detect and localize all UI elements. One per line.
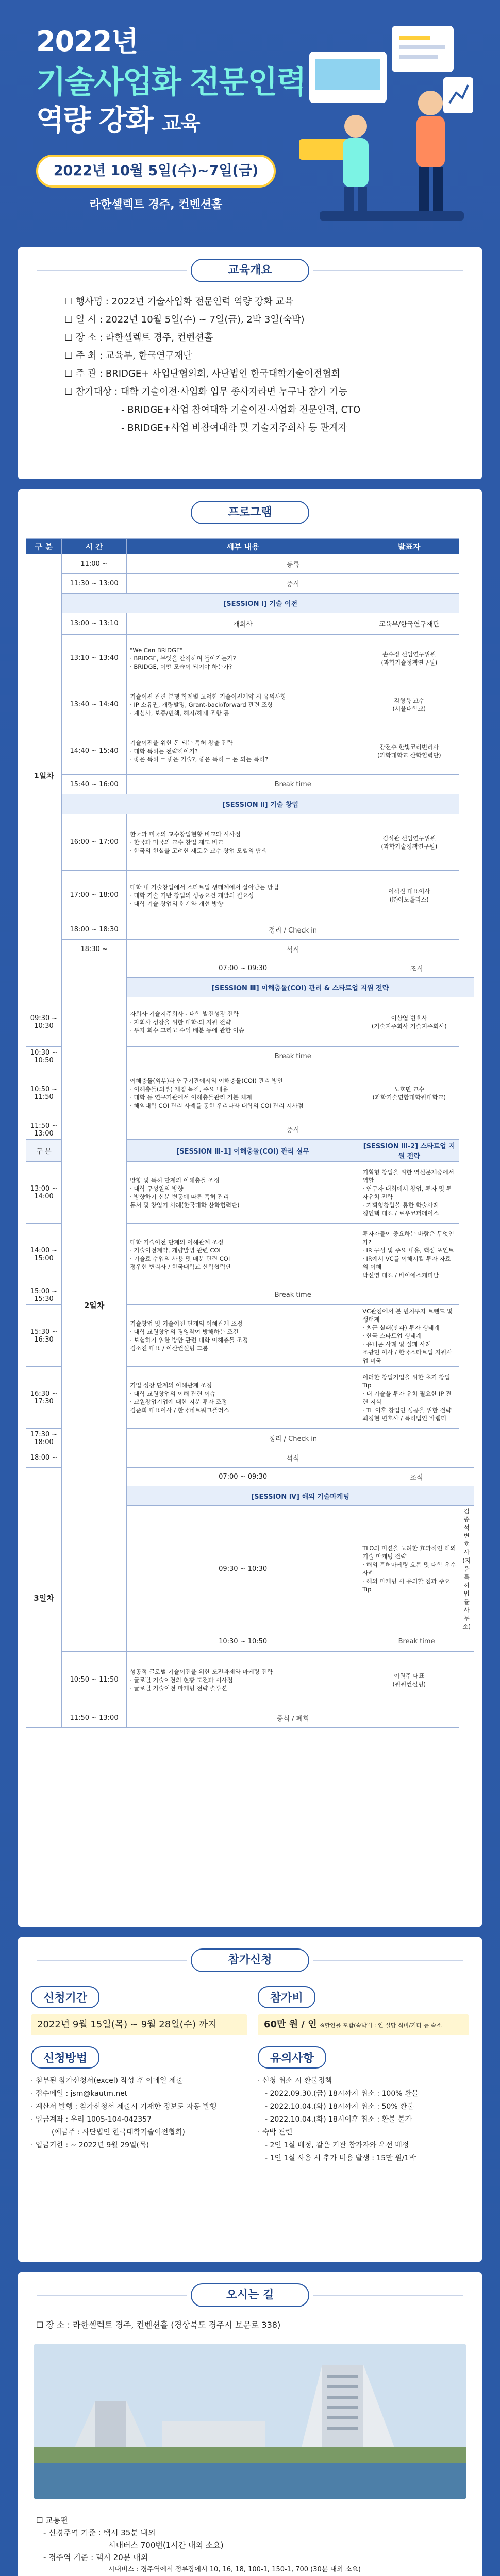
col-header: 세부 내용 <box>127 539 359 554</box>
header-title-1: 기술사업화 전문인력 <box>36 64 306 100</box>
notes-label: 유의사항 <box>258 2046 326 2069</box>
overview-row: ☐ 주 최 : 교육부, 한국연구재단 <box>64 350 192 361</box>
day-label: 2일차 <box>62 959 127 1652</box>
session-row: [SESSION Ⅱ] 기술 창업 <box>62 794 459 814</box>
session-row: [SESSION Ⅳ] 해외 기술마케팅 <box>127 1486 474 1506</box>
col-header: 발표자 <box>359 539 459 554</box>
overview-row: ☐ 참가대상 : 대학 기술이전·사업화 업무 종사자라면 누구나 참가 가능 <box>64 386 347 397</box>
program-title: 프로그램 <box>191 501 309 524</box>
location-title: 오시는 길 <box>191 2283 309 2307</box>
overview-row: ☐ 주 관 : BRIDGE+ 사업단협의회, 사단법인 한국대학기술이전협회 <box>64 368 340 379</box>
overview-row: ☐ 장 소 : 라한셀렉트 경주, 컨벤션홀 <box>64 332 213 343</box>
date-badge: 2022년 10월 5일(수)~7일(금) <box>36 155 276 188</box>
method-label: 신청방법 <box>31 2046 99 2069</box>
method-list: · 첨부된 참가신청서(excel) 작성 후 이메일 제출 · 접수메일 : jsm@kautm.net · 계산서 발행 : 참가신청서 제출시 기재한 정보로 자동 발행 · 입금계좌 : 우리 1005-104-042357 (예금주 : 사단법인 한국대학기술이전협회) · 입금기한 : ~ 2022년 9월 29일(목) <box>31 2077 217 2149</box>
period-value: 2022년 9월 15일(목) ~ 9월 28일(수) 까지 <box>31 2014 247 2035</box>
header-year: 2022년 <box>36 25 138 58</box>
people-illustration <box>289 15 485 232</box>
registration-title: 참가신청 <box>191 1948 309 1972</box>
overview-sub: - BRIDGE+사업 비참여대학 및 기술지주회사 등 관계자 <box>121 422 347 433</box>
day-label: 3일차 <box>26 1468 62 1728</box>
registration-card <box>18 1937 482 2262</box>
fee-value: 60만 원 / 인 ※할인률 포함(숙박비 : 인 실당 식비/기타 등 숙소 <box>258 2014 469 2035</box>
col-header: 시 간 <box>62 539 127 554</box>
notes-list: · 신청 취소 시 환불정책 - 2022.09.30.(금) 18시까지 취소 : 100% 환불 - 2022.10.04.(화) 18시까지 취소 : 50% 환불 - 2022.10.04.(화) 18시이후 취소 : 환불 불가 · 숙박 관련 - 2인 1실 배정, 같은 기관 참가자와 우선 배정 - 1인 1실 사용 시 추가 비용 발생 : 15만 원/1박 <box>258 2077 419 2162</box>
session-row: [SESSION Ⅲ] 이해충돌(COI) 관리 & 스타트업 지원 전략 <box>127 978 474 997</box>
transport-text: ☐ 교통편 - 신경주역 기준 : 택시 35분 내외 시내버스 700번(1시간 내외 소요) - 경주역 기준 : 택시 20분 내외 시내버스 : 경주역에서 정류장에서 10, 16, 18, 100-1, 150-1, 700 (30분 내외 소요) <box>36 2516 361 2573</box>
overview-sub: - BRIDGE+사업 참여대학 기술이전·사업화 전문인력, CTO <box>121 404 361 415</box>
venue-text: 라한셀렉트 경주, 컨벤션홀 <box>89 198 223 211</box>
location-card <box>18 2272 482 2576</box>
overview-row: ☐ 행사명 : 2022년 기술사업화 전문인력 역량 강화 교육 <box>64 296 294 307</box>
header-title-2: 역량 강화 교육 <box>36 104 199 138</box>
time-cell: 11:30 ~ 13:00 <box>62 574 127 594</box>
schedule-table: 구 분 시 간 세부 내용 발표자 1일차 11:00 ~ 등록 11:30 ~ 13:00 중식 [SESSION Ⅰ] 기술 이전 13:00 ~ 13:10 개회사 교육부/한국연구재단 13:10 ~ 13:40 "We Can BRIDGE" · BRIDGE, 무엇을 간직하며 돌아가는가? · BRIDGE, 어떤 모습이 되어야 하는가? 손수정 선임연구위원 (과학기술정책연구원) 13:40 ~ 14:40 기술이전 관련 분쟁 학제별 고려한 기술이전계약 시 유의사항 · IP 소유권, 개량발명, Grant-back/forward 관련 조항 · 재심사, 보증/면책, 해지/해제 조항 등 김형욱 교수 (서울대학교) 14:40 ~ 15:40 기술이전을 위한 돈 되는 특허 창출 전략 · 대학 특허는 전략적이기? · 좋은 특허 = 좋은 기술?, 좋은 특허 = 돈 되는 특허? 강전수 한빛코리변리사 (과학대학교 산학협력단) 15:40 ~ 16:00 Break time [SESSION Ⅱ] 기술 창업 16:00 ~ 17:00 한국과 미국의 교수창업현황 비교와 시사점 · 한국과 미국의 교수 창업 제도 비교 · 한국의 현실을 고려한 새로운 교수 창업 모델의 탐색 김석관 선임연구위원 (과학기술정책연구원) 17:00 ~ 18:00 대학 내 기술창업에서 스타트업 생태계에서 살아남는 방법 · 대학 기술 기반 창업의 성공요건 개발의 필요성 · 대학 기술 창업의 한계와 개선 방향 이석진 대표이사 (㈜이노폴리스) 18:00 ~ 18:30 정리 / Check in 18:30 ~ 석식 2일차 07:00 ~ 09:30 조식 [SESSION Ⅲ] 이해충돌(COI) 관리 & 스타트업 지원 전략 09:30 ~ 10:30 자회사·기술지주회사 - 대학 발전성장 전략 · 자회사 성장을 위한 대학·외 지원 전략 · 투자 회수 그리고 수익 배분 등에 관한 이슈 이상엽 변호사 (기술지주회사 기술지주회사) 10:30 ~ 10:50 Break time 10:50 ~ 11:50 이해충돌(외부)과 연구기관에서의 이해충돌(COI) 관리 방안 · 이해충돌(외부) 제정 목적, 주요 내용 · 대학 등 연구기관에서 이해충돌관리 기본 체계 · 해외대학 COI 관리 사례를 통한 우리나라 대학의 COI 관리 시사점 노호민 교수 (과학기술연합대학원대학교) 11:50 ~ 13:00 중식 구 분 [SESSION Ⅲ-1] 이해충돌(COI) 관리 실무 [SESSION Ⅲ-2] 스타트업 지원 전략 13:00 ~ 14:00 방향 및 특허 단계의 이해충돌 조정 · 대학 구성원의 방향 · 방향하기 신분 변동에 따른 특허 관리 동서 및 창업기 사례(한국대학 산학협력단) 기획형 창업을 위한 역설문제중에서 역할 · 연구자 대회에서 창업, 투자 및 투자유치 전략 · 기획형창업을 통한 학술사례 정인택 대표 / 로우코퍼레이스 14:00 ~ 15:00 대학 기술이전 단계의 이해관계 조정 · 기술이전계약, 개량발명 관련 COI · 기술료 수입의 사용 및 배분 관련 COI 정우현 변리사 / 한국대학교 산학협력단 투자자들이 중요하는 바람은 무엇인가? · IR 구성 및 주요 내용, 핵심 포인트 · IR에서 VC를 이해시킬 투자 자료의 이해 박선영 대표 / 바이에스캐피탈 15:00 ~ 15:30 Break time 15:30 ~ 16:30 기술창업 및 기술이전 단계의 이해관계 조정 · 대학 교원창업의 경영참여 방해하는 조건 · 보험하기 위한 방안 관련 대학 이해충돌 조정 김소진 대표 / 이산컨설팅 그룹 VC관점에서 본 번처투자 트렌드 및 생태계 · 최근 실패(맨파) 투자 생태계 · 한국 스타트업 생태계 · 유니콘 사례 및 실패 사례 조광민 이사 / 한국스타트업 지원사업 미국 16:30 ~ 17:30 기업 성장 단계의 이해관계 조정 · 대학 교원창업의 이해 관련 이슈 · 교원창업기업에 대한 지분 투자 조정 김준희 대표이사 / 한국네트워크플러스 이러한 창업기업을 위한 초기 창업 Tip · 내 기술을 투자 유치 필요한 IP 관련 지식 · TL 이후 창업인 성공을 위한 전략 최정현 변호사 / 특허법인 바램티 17:30 ~ 18:00 정리 / Check in 18:00 ~ 석식 3일차 07:00 ~ 09:30 조식 [SESSION Ⅳ] 해외 기술마케팅 09:30 ~ 10:30 TLO의 미션을 고려한 효과적인 해외기술 마케팅 전략 · 해외 특허마케팅 흐름 및 대학 우수사례 · 해외 마케팅 시 유의할 점과 주요 Tip 김종석 변호사 (지음 특허법률사무소) 10:30 ~ 10:50 Break time 10:50 ~ 11:50 성공적 글로벌 기술이전을 위한 도전과제와 마케팅 전략 · 글로벌 기술이전의 현황 도전과 시사점 · 글로벌 기술이전 마케팅 전략 솔루션 이원주 대표 (윈윈컨설팅) 11:50 ~ 13:00 중식 / 폐회 <box>26 538 474 1728</box>
table-row: 등록 <box>127 554 459 574</box>
col-header: 구 분 <box>26 539 62 554</box>
venue-photo <box>34 2344 466 2499</box>
registration-left <box>31 1986 247 2152</box>
address-text: ☐ 장 소 : 라한셀렉트 경주, 컨벤션홀 (경상북도 경주시 보문로 338) <box>36 2320 281 2330</box>
overview-title: 교육개요 <box>191 259 309 282</box>
registration-right <box>258 1986 469 2165</box>
program-card <box>18 489 482 1927</box>
period-label: 신청기간 <box>31 1986 99 2008</box>
table-header-row <box>26 539 474 554</box>
overview-card <box>18 247 482 479</box>
session-row: [SESSION Ⅰ] 기술 이전 <box>62 594 459 613</box>
time-cell: 11:00 ~ <box>62 554 127 574</box>
overview-row: ☐ 일 시 : 2022년 10월 5일(수) ~ 7일(금), 2박 3일(숙박) <box>64 314 305 325</box>
overview-list <box>64 293 456 437</box>
day-label: 1일차 <box>26 554 62 997</box>
table-row: 중식 <box>127 574 459 594</box>
fee-label: 참가비 <box>258 1986 315 2008</box>
header <box>0 0 500 242</box>
